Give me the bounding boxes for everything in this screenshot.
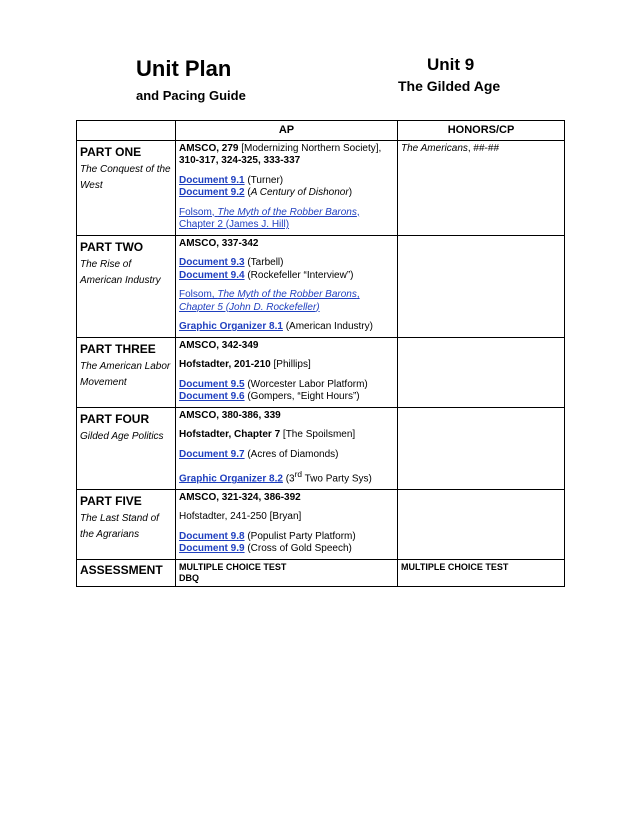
part-title: PART ONE — [80, 144, 142, 159]
amsco-pages: 310-317, 324-325, 333-337 — [179, 155, 301, 166]
ap-cell — [176, 489, 398, 559]
column-header-ap: AP — [176, 121, 398, 141]
hofstadter-ref: Hofstadter, 241-250 [Bryan] — [179, 511, 302, 523]
document-note: (Acres of Diamonds) — [244, 448, 339, 460]
ap-cell — [176, 337, 398, 407]
page-subtitle: and Pacing Guide — [136, 88, 246, 103]
amsco-ref: AMSCO, 342-349 — [179, 339, 259, 351]
table-row — [77, 407, 565, 489]
superscript-rd: rd — [294, 469, 303, 479]
folsom-chapter: Chapter 5 (John D. Rockefeller) — [179, 301, 320, 313]
graphic-organizer-link[interactable]: Graphic Organizer 8.2 — [179, 473, 283, 485]
document-note: (Tarbell) — [244, 257, 284, 268]
document-link[interactable]: Document 9.6 — [179, 391, 245, 402]
graphic-organizer-note: (3 — [282, 473, 295, 485]
part-title: PART TWO — [80, 239, 144, 254]
document-note: (Populist Party Platform) — [244, 530, 356, 542]
hofstadter-ref: Hofstadter, 201-210 — [179, 359, 271, 370]
part-cell — [77, 235, 176, 337]
folsom-author: Folsom, — [179, 289, 218, 300]
column-header-honors: HONORS/CP — [398, 121, 565, 141]
document-link[interactable]: Document 9.8 — [179, 530, 245, 542]
honors-cell — [398, 559, 565, 586]
part-title: PART FOUR — [80, 411, 150, 426]
document-note: ) — [348, 187, 353, 198]
folsom-comma: , — [356, 289, 360, 300]
hofstadter-note: [The Spoilsmen] — [280, 429, 356, 440]
table-row — [77, 337, 565, 407]
honors-cell — [398, 489, 565, 559]
part-cell — [77, 140, 176, 235]
folsom-link[interactable] — [179, 207, 394, 232]
part-cell — [77, 407, 176, 489]
unit-name: The Gilded Age — [398, 78, 501, 94]
hofstadter-ref: Hofstadter, Chapter 7 — [179, 429, 281, 440]
document-note: (Gompers, “Eight Hours”) — [244, 391, 360, 402]
document-link[interactable]: Document 9.7 — [179, 448, 245, 460]
amsco-ref: AMSCO, 337-342 — [179, 237, 259, 249]
document-note: (Turner) — [244, 174, 284, 186]
document-note-title: A Century of Dishonor — [250, 187, 349, 198]
amsco-note: [Modernizing Northern Society], — [238, 142, 382, 154]
document-link[interactable]: Document 9.2 — [179, 187, 245, 198]
graphic-organizer-note: Two Party Sys) — [302, 473, 372, 485]
ap-cell — [176, 235, 398, 337]
document-link[interactable]: Document 9.4 — [179, 269, 245, 281]
amsco-ref: AMSCO, 321-324, 386-392 — [179, 491, 301, 503]
empty-header-cell — [77, 121, 176, 141]
graphic-organizer-link[interactable]: Graphic Organizer 8.1 — [179, 321, 283, 332]
document-link[interactable]: Document 9.3 — [179, 257, 245, 268]
table-row — [77, 489, 565, 559]
unit-number: Unit 9 — [427, 55, 475, 74]
folsom-link[interactable] — [179, 289, 394, 314]
amsco-ref: AMSCO, 380-386, 339 — [179, 409, 281, 421]
document-link[interactable]: Document 9.1 — [179, 174, 245, 186]
part-cell — [77, 489, 176, 559]
graphic-organizer-note: (American Industry) — [282, 321, 373, 332]
assessment-test: MULTIPLE CHOICE TEST — [179, 561, 287, 572]
ap-cell — [176, 407, 398, 489]
ap-cell — [176, 140, 398, 235]
part-subtitle: The Conquest of the West — [80, 163, 171, 191]
document-link[interactable]: Document 9.5 — [179, 378, 245, 390]
table-header-row — [77, 121, 565, 141]
part-subtitle: Gilded Age Politics — [80, 430, 164, 442]
folsom-chapter: Chapter 2 (James J. Hill) — [179, 219, 290, 230]
hofstadter-note: [Phillips] — [270, 359, 311, 370]
page-title: Unit Plan — [136, 56, 232, 81]
document-note: (Cross of Gold Speech) — [244, 543, 352, 555]
part-cell — [77, 337, 176, 407]
document-note: ( — [244, 187, 251, 198]
honors-cell — [398, 140, 565, 235]
honors-pages: , ##-## — [467, 142, 500, 154]
part-subtitle: The Rise of American Industry — [80, 258, 161, 286]
document-note: (Worcester Labor Platform) — [244, 378, 368, 390]
folsom-author: Folsom, — [179, 206, 218, 218]
assessment-dbq: DBQ — [179, 572, 199, 583]
folsom-title: The Myth of the Robber Barons — [217, 206, 357, 218]
table-row — [77, 559, 565, 586]
part-title: PART FIVE — [80, 493, 142, 508]
ap-cell — [176, 559, 398, 586]
part-title: PART THREE — [80, 341, 156, 356]
document-link[interactable]: Document 9.9 — [179, 543, 245, 555]
honors-book: The Americans — [401, 142, 468, 154]
document-note: (Rockefeller “Interview”) — [244, 269, 354, 281]
folsom-comma: , — [356, 206, 360, 218]
table-row — [77, 235, 565, 337]
assessment-test: MULTIPLE CHOICE TEST — [401, 561, 509, 572]
amsco-ref: AMSCO, 279 — [179, 142, 239, 154]
honors-cell — [398, 337, 565, 407]
honors-cell — [398, 407, 565, 489]
unit-plan-table — [76, 120, 565, 587]
assessment-label: ASSESSMENT — [77, 559, 176, 586]
honors-cell — [398, 235, 565, 337]
table-row — [77, 140, 565, 235]
part-subtitle: The Last Stand of the Agrarians — [80, 512, 159, 540]
part-subtitle: The American Labor Movement — [80, 360, 171, 388]
folsom-title: The Myth of the Robber Barons — [217, 289, 357, 300]
